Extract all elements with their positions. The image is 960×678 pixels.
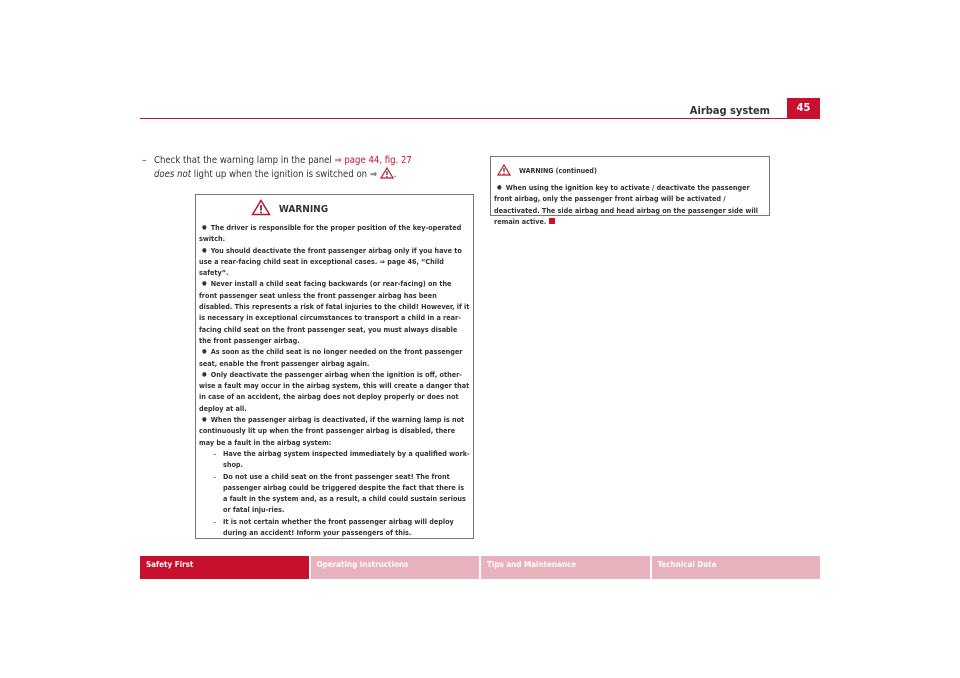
warning-subitem: – It is not certain whether the front passenger airbag will deploy during an accident! Inform your passengers of this. — [213, 516, 470, 539]
intro-emphasis: does not — [154, 169, 192, 180]
warning-triangle-icon — [251, 199, 271, 220]
tab-operating-instructions[interactable]: Operating instructions — [311, 556, 480, 579]
page-number: 45 — [787, 98, 820, 118]
tab-technical-data[interactable]: Technical Data — [652, 556, 821, 579]
warning-title: WARNING — [278, 204, 329, 215]
header-rule — [140, 118, 820, 119]
warning-subitem: – Do not use a child seat on the front passenger seat! The front passenger airbag could be triggered despite the fact that there is a fault in the system and, as a result, a child could sustain serious or fatal inju-ries. — [213, 471, 470, 516]
page-header-title: Airbag system — [689, 104, 770, 117]
footer-nav — [140, 556, 820, 579]
page-reference-link[interactable]: ⇒ page 44, fig. 27 — [334, 155, 412, 166]
warning-continued-content — [491, 180, 769, 227]
intro-dash: – — [142, 155, 147, 166]
warning-continued-box — [490, 156, 770, 226]
warning-continued-header — [491, 157, 769, 180]
warning-bullet: ● The driver is responsible for the proper position of the key-operated switch. — [199, 222, 470, 245]
warning-bullet: ● You should deactivate the front passenger airbag only if you have to use a rear-facing child seat in exceptional cases. ⇒ page 46, “Child safety”. — [199, 245, 470, 279]
warning-continued-title: WARNING (continued) — [519, 166, 597, 175]
warning-bullet: ● Only deactivate the passenger airbag when the ignition is off, other-wise a fault may occur in the airbag system, this will create a danger that in case of an accident, the airbag does not deploy properly or does not deploy at all. — [199, 369, 470, 414]
intro-text-part1: Check that the warning lamp in the panel — [154, 155, 335, 166]
warning-box — [195, 194, 474, 539]
intro-end: . — [393, 169, 397, 180]
tab-safety-first[interactable]: Safety First — [140, 556, 309, 579]
warning-header — [106, 195, 473, 220]
warning-bullet: ● Never install a child seat facing backwards (or rear-facing) on the front passenger seat unless the front passenger airbag has been disabled. This represents a risk of fatal injuries to the child! However, if it is necessary in exceptional circumstances to transport a child in a rear-facing child seat on the front passenger seat, you must always disable the front passenger airbag. — [199, 278, 470, 346]
end-marker-icon — [549, 218, 555, 224]
warning-content — [196, 220, 473, 538]
warning-subitem: – Have the airbag system inspected immediately by a qualified work-shop. — [213, 448, 470, 471]
intro-text-part2: light up when the ignition is switched on ⇒ — [191, 169, 380, 180]
warning-bullet: ● As soon as the child seat is no longer needed on the front passenger seat, enable the front passenger airbag again. — [199, 346, 470, 369]
warning-bullet — [494, 182, 766, 227]
intro-instruction — [142, 154, 472, 183]
intro-text — [154, 154, 472, 183]
warning-bullet: ● When the passenger airbag is deactivated, if the warning lamp is not continuously lit up when the front passenger airbag is disabled, there may be a fault in the airbag system: — [199, 414, 470, 448]
warning-triangle-icon — [497, 161, 511, 180]
tab-tips-and-maintenance[interactable]: Tips and Maintenance — [481, 556, 650, 579]
warning-triangle-icon — [380, 167, 394, 183]
warning-bullet-text: When using the ignition key to activate / deactivate the passenger front airbag, only the passenger front airbag will be activated / deactivated. The side airbag and head airbag on the passenger side will remain active. — [494, 183, 758, 226]
